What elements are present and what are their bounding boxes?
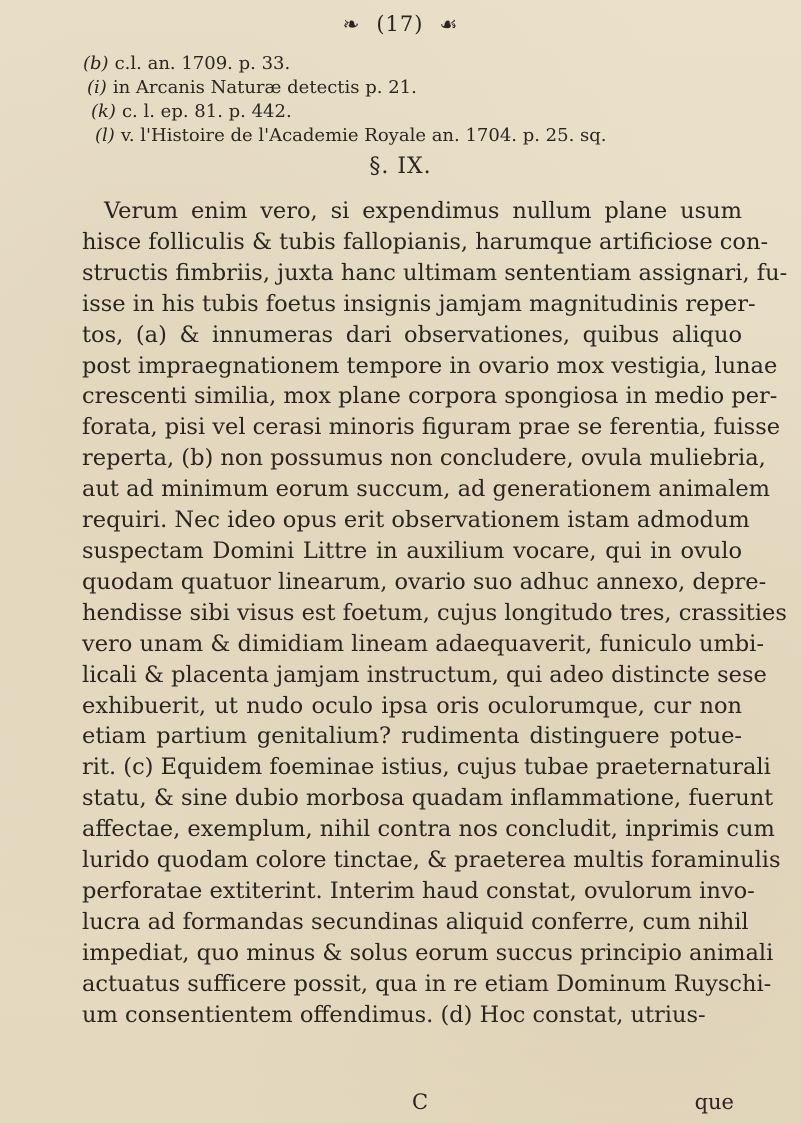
body-paragraph <box>82 196 788 1030</box>
footnote-text: c. l. ep. 81. p. 442. <box>121 101 292 122</box>
text-line: lurido quodam colore tinctae, & praeterea multis foraminulis <box>82 847 781 874</box>
text-line: structis fimbriis, juxta hanc ultimam sententiam assignari, fu- <box>82 259 788 286</box>
text-line: etiam partium genitalium? rudimenta distinguere potue- <box>82 723 742 750</box>
text-line: aut ad minimum eorum succum, ad generationem animalem <box>82 476 771 503</box>
text-line: impediat, quo minus & solus eorum succus principio animali <box>82 939 774 966</box>
right-ornament-icon: ☙ <box>439 12 459 36</box>
text-line: post impraegnationem tempore in ovario mox vestigia, lunae <box>82 352 778 379</box>
left-ornament-icon: ❧ <box>342 12 361 36</box>
footnote-mark: (l) <box>95 125 115 146</box>
signature-mark: C <box>412 1090 429 1114</box>
text-line: hendisse sibi visus est foetum, cujus longitudo tres, crassities <box>82 599 787 626</box>
footnote-k <box>75 100 725 124</box>
footnote-mark: (k) <box>91 101 116 122</box>
footnote-mark: (i) <box>87 77 107 98</box>
text-line: Verum enim vero, si expendimus nullum plane usum <box>104 198 742 224</box>
text-line: requiri. Nec ideo opus erit observationem istam admodum <box>82 507 750 534</box>
text-line: affectae, exemplum, nihil contra nos concludit, inprimis cum <box>82 816 775 843</box>
footnote-text: in Arcanis Naturæ detectis p. 21. <box>112 77 417 98</box>
text-line: reperta, (b) non possumus non concludere, ovula muliebria, <box>82 445 766 472</box>
footnote-l <box>75 124 725 148</box>
text-line: quodam quatuor linearum, ovario suo adhuc annexo, depre- <box>82 568 767 595</box>
text-line: licali & placenta jamjam instructum, qui adeo distincte sese <box>82 661 767 688</box>
footnote-i <box>75 76 725 100</box>
catchword: que <box>694 1090 734 1114</box>
text-line: lucra ad formandas secundinas aliquid conferre, cum nihil <box>82 908 749 935</box>
text-line: exhibuerit, ut nudo oculo ipsa oris oculorumque, cur non <box>82 692 742 719</box>
text-line: hisce folliculis & tubis fallopianis, harumque artificiose con- <box>82 228 769 255</box>
text-line: isse in his tubis foetus insignis jamjam magnitudinis reper- <box>82 290 756 317</box>
footnote-list <box>75 52 725 148</box>
footnote-mark: (b) <box>83 53 109 74</box>
catch-line <box>82 1090 742 1118</box>
page-header <box>0 12 801 37</box>
text-line: um consentientem offendimus. (d) Hoc constat, utrius- <box>82 1001 706 1028</box>
text-line: rit. (c) Equidem foeminae istius, cujus tubae praeternaturali <box>82 754 771 781</box>
text-line: forata, pisi vel cerasi minoris figuram prae se ferentia, fuisse <box>82 414 781 441</box>
page-number: (17) <box>376 12 424 36</box>
text-line: suspectam Domini Littre in auxilium vocare, qui in ovulo <box>82 537 742 564</box>
text-line: crescenti similia, mox plane corpora spongiosa in medio per- <box>82 383 778 410</box>
section-heading: §. IX. <box>369 154 432 179</box>
text-line: actuatus sufficere possit, qua in re etiam Dominum Ruyschi- <box>82 970 772 997</box>
footnote-text: c.l. an. 1709. p. 33. <box>114 53 291 74</box>
text-line: tos, (a) & innumeras dari observationes, quibus aliquo <box>82 321 742 348</box>
text-line: vero unam & dimidiam lineam adaequaverit, funiculo umbi- <box>82 630 764 657</box>
text-line: perforatae extiterint. Interim haud constat, ovulorum invo- <box>82 877 755 904</box>
text-line: statu, & sine dubio morbosa quadam inflammatione, fuerunt <box>82 785 774 812</box>
footnote-text: v. l'Histoire de l'Academie Royale an. 1704. p. 25. sq. <box>120 125 607 146</box>
footnote-b <box>75 52 725 76</box>
